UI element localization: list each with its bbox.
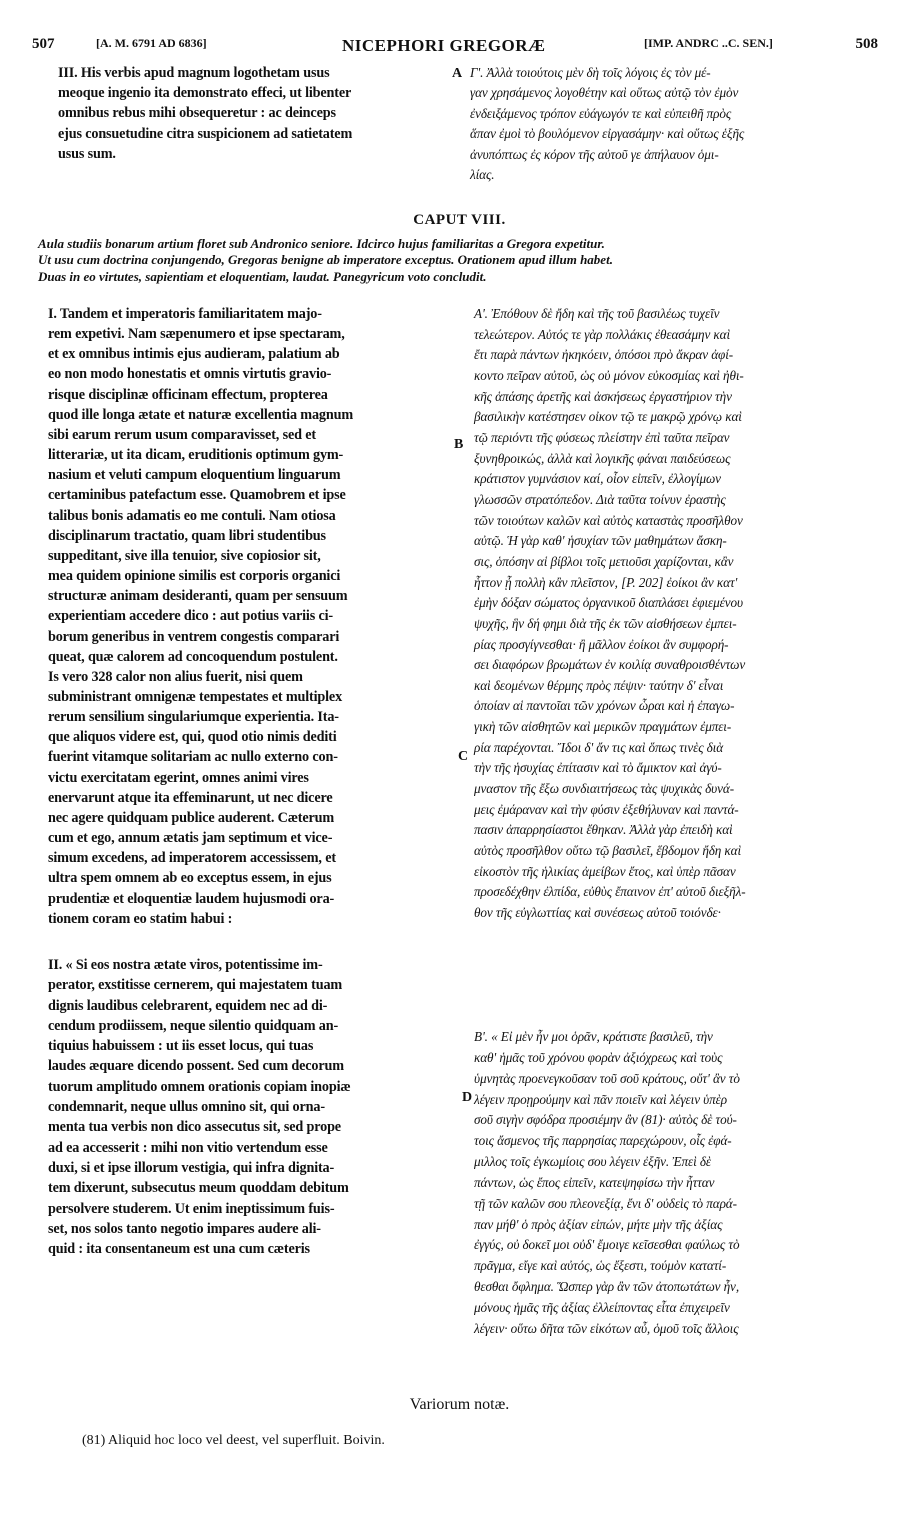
latin-section-1: I. Tandem et imperatoris familiaritatem majo- rem expetivi. Nam sæpenumero et ipse spectaram, et ex omnibus intimis ejus audieram, palatium ab eo non modo honestatis et omnis virtutis gravio- risque disciplinæ officinam effectum, propterea quod ille longa ætate et naturæ excellentia magnum sibi earum rerum usum comparavisset, sed et litterariæ, ut ita dicam, eruditionis optimum gym- nasium et veluti campum eloquentium linguarum certaminibus patefactum esse. Quamobrem et ipse talibus bonis adamatis eo me contuli. Nam otiosa disciplinarum tractatio, quam libri studentibus suppeditant, sive illa tenuior, sive copiosior sit, mea quidem opinione similis est corporis organici structuræ animam desideranti, quam per sensuum experientiam accedere dico : aut potius variis ci- borum generibus in ventrem congestis comparari queat, quæ calorem ad concoquendum postulent. Is vero 328 calor non alius fuerit, nisi quem subministrant omnigenæ tempestates et multiplex rerum sensilium singulariumque experientia. Ita- que aliquos videre est, qui, quod otio nimis dediti fuerint vitamque solitariam ac nullo externo con- victu exercitatam egerint, omnes animi vires enervarunt atque ita effeminarunt, ut nec dicere nec agere quidquam publice auderent. Cæterum cum et ego, annum ætatis jam septimum et vice- simum excedens, ad imperatorem accessissem, et ultra spem omnem ab eo exceptus essem, in ejus prudentiæ et eloquentiæ laudem hujusmodi ora- tionem coram eo statim habui :	[48, 306, 353, 927]
latin-section-2: II. « Si eos nostra ætate viros, potentissime im- perator, exstitisse cernerem, qui majestatem tuam dignis laudibus celebrarent, equidem nec ad di- cendum prodiissem, neque silentio quidquam an- tiquius habuissem : ut iis esset locus, qui tuas laudes æquare dicendo possent. Sed cum decorum tuorum amplitudo omnem orationis copiam inopiæ condemnarit, neque ullus omnino sit, qui orna- menta tua verbis non dico assecutus sit, sed prope ad ea accesserit : mihi non vitio vertendum esse duxi, si et ipse illorum vestigia, qui infra dignita- tem dixerunt, subsecutus meum quoddam debitum persolvere studerem. Ut enim ineptissimum fuis- set, nos solos tanto negotio impares audere ali- quid : ita consentaneum est una cum cæteris	[48, 957, 351, 1258]
page-number-right: 508	[855, 36, 878, 52]
date-range-right: [IMP. ANDRC ..C. SEN.]	[644, 36, 773, 50]
footnote-81: (81) Aliquid hoc loco vel deest, vel superfluit. Boivin.	[82, 1433, 385, 1448]
greek-section-2: Β'. « Εἰ μὲν ἦν μοι ὁρᾶν, κράτιστε βασιλεῦ, τὴν καθ' ἡμᾶς τοῦ χρόνου φορὰν ἀξιόχρεως καὶ τοὺς ὑμνητὰς προενεγκοῦσαν τοῦ σοῦ κράτους, οὔτ' ἂν τὸ λέγειν προῃρούμην καὶ πᾶν ποιεῖν καὶ λέγειν ὑπὲρ σοῦ σιγὴν σφόδρα προσιέμην ἂν (81)· αὐτὸς δὲ τού- τοις ἄσμενος τῆς παρρησίας παρεχώρουν, οἷς ἐφά- μιλλος τοῖς ἐγκωμίοις σου λέγειν ἐξῆν. Ἐπεὶ δὲ πάντων, ὡς ἔπος εἰπεῖν, κατεψηφίσω τὴν ἧτταν τῇ τῶν καλῶν σου πλεονεξίᾳ, ἔνι δ' οὐδεὶς τὸ παρά- παν μήθ' ὁ πρὸς ἀξίαν εἰπών, μήτε μὴν τῆς ἀξίας ἐγγύς, οὐ δοκεῖ μοι οὐδ' ἔμοιγε κεῖσεσθαι φαύλως τὸ πρᾶγμα, εἴγε καὶ αὐτός, ὡς ἔξεστι, τούμὸν κατατί- θεσθαι ὄφλημα. Ὥσπερ γὰρ ἂν τῶν ἀτοπωτάτων ἦν, μόνους ἡμᾶς τῆς ἀξίας ἐλλείποντας εἶτα ἐπιχειρεῖν λέγειν· οὕτω δῆτα τῶν εἰκότων αὖ, ὁμοῦ τοῖς ἄλλοις	[474, 1029, 740, 1336]
chapter-title: CAPUT VIII.	[413, 212, 506, 228]
margin-marker-a: A	[452, 66, 463, 81]
running-title: NICEPHORI GREGORÆ	[342, 36, 546, 55]
margin-marker-b: B	[454, 437, 464, 452]
top-greek-paragraph: Γ'. Ἀλλὰ τοιούτοις μὲν δὴ τοῖς λόγοις ἐς τὸν μέ- γαν χρησάμενος λογοθέτην καὶ οὕτως αὐτῷ τὸν ἐμὸν ἐνδειξάμενος τρόπον εὐάγωγόν τε καὶ εὐπειθῆ πρὸς ἅπαν ἐμοὶ τὸ βουλόμενον εἰργασάμην· καὶ οὕτως ἑξῆς ἀνυπόπτως ἐς κόρον τῆς αὐτοῦ γε ἀπήλαυον ὁμι- λίας.	[470, 65, 745, 183]
date-range-left: [A. M. 6791 AD 6836]	[96, 36, 207, 50]
running-header	[32, 36, 878, 58]
greek-section-1: Α'. Ἐπόθουν δὲ ἤδη καὶ τῆς τοῦ βασιλέως τυχεῖν τελεώτερον. Αὐτός τε γὰρ πολλάκις ἐθεασάμην καὶ ἔτι παρὰ πάντων ἠκηκόειν, ὁπόσοι πρὸ ἄκραν ἀφί- κοντο πεῖραν αὐτοῦ, ὡς οὐ μόνον εὐκοσμίας καὶ ἠθι- κῆς ἁπάσης ἀρετῆς καὶ ἀσκήσεως ἐργαστήριον τὴν βασιλικὴν κατέστησεν οἰκον τῷ τε μακρῷ χρόνῳ καὶ τῷ περιόντι τῆς φύσεως πλείστην ἐπὶ ταῦτα πεῖραν ξυνηθροικώς, ἀλλὰ καὶ λογικῆς φάναι παιδεύσεως κράτιστον γυμνάσιον καί, οἷον εἰπεῖν, ἐλλογίμων γλωσσῶν στρατόπεδον. Διὰ ταῦτα τοίνυν ἐραστὴς τῶν τοιούτων καλῶν καὶ αὐτὸς καταστὰς προσῆλθον αὐτῷ. Ἡ γὰρ καθ' ἡσυχίαν τῶν μαθημάτων ἄσκη- σις, ὁπόσην αἱ βίβλοι τοῖς μετιοῦσι χαρίζονται, κἂν ἧττον ᾖ πολλὴ κἂν πλεῖστον, [P. 202] ἐοίκοι ἂν κατ' ἐμὴν δόξαν σώματος ὀργανικοῦ διαπλάσει ἐφιεμένου ψυχῆς, ἣν δή φημι διὰ τῆς ἐκ τῶν αἰσθήσεων ἐμπει- ρίας προσγίγνεσθαι· ἢ μᾶλλον ἐοίκοι ἂν συμφορή- σει διαφόρων βρωμάτων ἐν κοιλίᾳ συναθροισθέντων καὶ δεομένων θέρμης πρὸς πέψιν· ταύτην δ' εἶναι ὁποίαν αἱ παντοῖαι τῶν χρόνων ὧραι καὶ ἡ ἐπαγω- γικὴ τῶν αἰσθητῶν καὶ μερικῶν πραγμάτων ἐμπει- ρία παρέχονται. Ἴδοι δ' ἄν τις καὶ ὅπως τινὲς διὰ τὴν τῆς ἡσυχίας ἐπίτασιν καὶ τὸ ἄμικτον καὶ ἀγύ- μναστον τῆς ἔξω συνδιαιτήσεως τὰς ψυχικὰς δυνά- μεις ἐμάραναν καὶ τὴν φύσιν ἐξεθήλυναν καὶ παντά- πασιν ἀπαρρησίαστοι ἔθηκαν. Ἀλλὰ γὰρ ἐπειδὴ καὶ αὐτὸς προσῆλθον οὕτω τῷ βασιλεῖ, ἕβδομον ἤδη καὶ εἰκοστὸν τῆς ἡλικίας ἀμείβων ἔτος, καὶ ὑπὲρ πᾶσαν προσεδέχθην ἐλπίδα, εὐθὺς ἔπαινον ἐπ' αὐτοῦ διεξῆλ- θον τῆς εὐγλωττίας καὶ συνέσεως αὐτοῦ τοιόνδε·	[474, 306, 746, 921]
notes-heading: Variorum notæ.	[409, 1396, 510, 1413]
margin-marker-d: D	[462, 1090, 473, 1105]
margin-marker-c: C	[458, 749, 469, 764]
top-latin-paragraph: III. His verbis apud magnum logothetam usus meoque ingenio ita demonstrato effeci, ut libenter omnibus rebus mihi obsequeretur : ac deinceps ejus consuetudine citra suspicionem ad satietatem usus sum.	[58, 65, 353, 162]
chapter-summary: Aula studiis bonarum artium floret sub Andronico seniore. Idcirco hujus familiaritas a Gregora expetitur. Ut usu cum doctrina conjungendo, Gregoras benigne ab imperatore exceptus. Orationem apud illum habet. Duas in eo virtutes, sapientiam et eloquentiam, laudat. Panegyricum voto concludit.	[38, 236, 613, 284]
page-number-left: 507	[32, 36, 55, 52]
